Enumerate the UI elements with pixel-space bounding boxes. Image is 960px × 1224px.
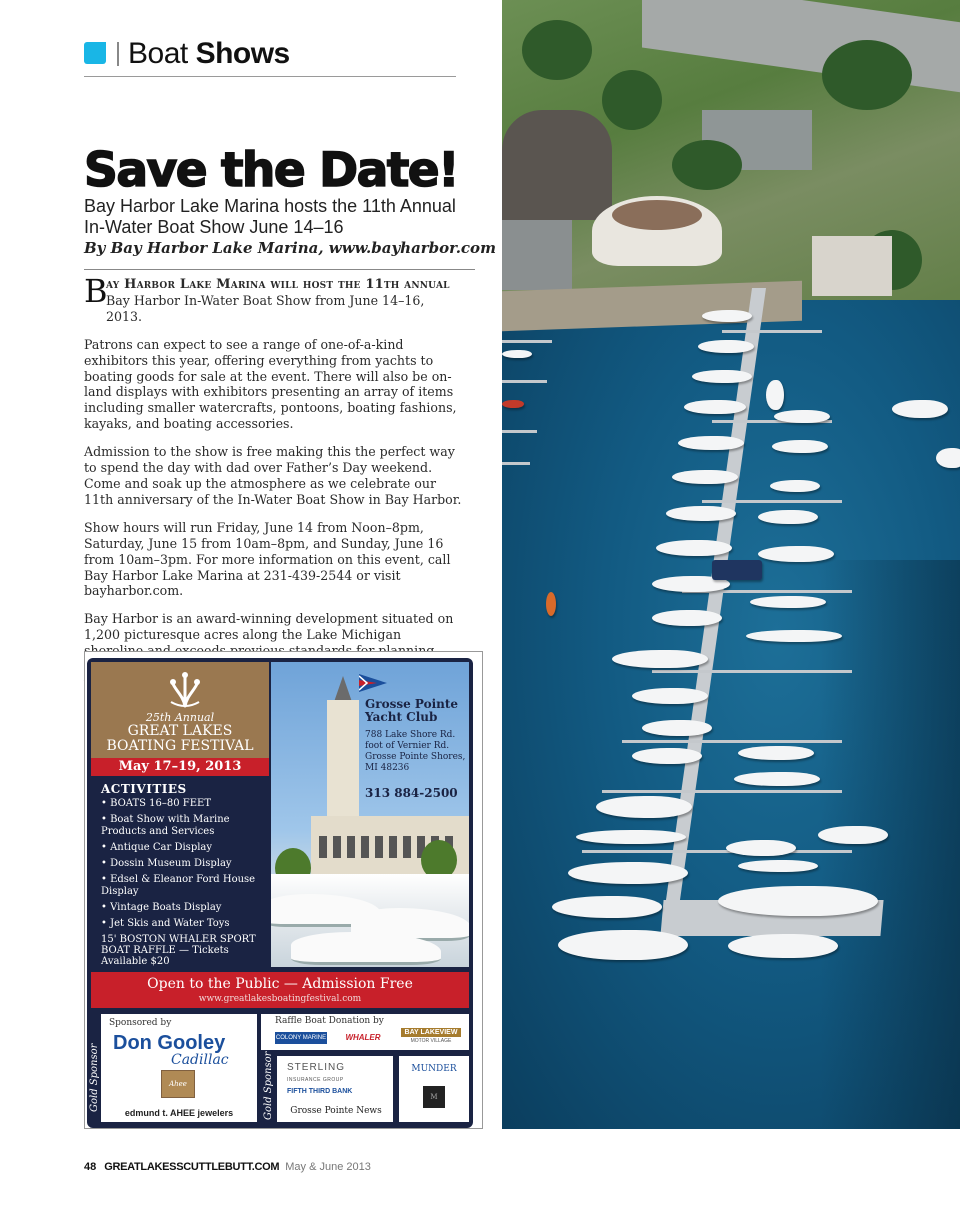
boat (758, 546, 834, 562)
boat (558, 930, 688, 960)
tree (522, 20, 592, 80)
hotel-building (502, 110, 612, 220)
list-item: • Vintage Boats Display (101, 902, 222, 913)
boat (772, 440, 828, 453)
finger-pier (722, 330, 822, 333)
boat (734, 772, 820, 786)
raffle-donation-label: Raffle Boat Donation by (275, 1016, 384, 1026)
sponsored-by-label: Sponsored by (109, 1018, 172, 1028)
paragraph: Show hours will run Friday, June 14 from Noon–8pm, Saturday, June 15 from 10am–8pm, and Sunday, June 16 from 10am–3pm. For more information on this event, call Bay Harbor Lake Marina at 231-439-2544 or visit bayharbor.com. (84, 519, 451, 599)
bay-lakeview-logo (401, 1028, 461, 1046)
boat (596, 796, 692, 818)
byline: By Bay Harbor Lake Marina, www.bayharbor.com (84, 239, 496, 257)
munder-logo: MUNDER (411, 1064, 457, 1074)
list-item: • Boat Show with Marine Products and Services (101, 814, 230, 837)
raffle-note: 15' BOSTON WHALER SPORT BOAT RAFFLE — Tickets Available $20 (101, 934, 256, 967)
list-item: • Edsel & Eleanor Ford House Display (101, 874, 256, 897)
sponsor-box-munder (399, 1056, 469, 1122)
club-name-line1: Grosse Pointe (365, 697, 459, 711)
ad-photo (271, 662, 469, 967)
page-footer (84, 1161, 371, 1173)
sponsor-box-gooley (101, 1014, 257, 1122)
ad-festival-line2: BOATING FESTIVAL (106, 738, 254, 754)
paragraph: Patrons can expect to see a range of one-of-a-kind exhibitors this year, offering everything from yachts to boating goods for sale at the event. There will also be on-land displays with exhibitors presenting an array of items including smaller watercrafts, pontoons, boating fashions, kayaks, and boating accessories. (84, 336, 457, 432)
boat (684, 400, 746, 414)
boat (758, 510, 818, 524)
boat (642, 720, 712, 736)
list-item: • Jet Skis and Water Toys (101, 918, 230, 929)
parking-lot (502, 210, 572, 290)
raffle-donation-box (261, 1014, 469, 1050)
colony-marine-text: COLONY MARINE (275, 1035, 327, 1041)
club-name (365, 698, 458, 724)
lead-rest: Bay Harbor In-Water Boat Show from June 14–16, 2013. (106, 292, 425, 324)
boat (698, 340, 754, 353)
headline: Save the Date! (84, 143, 459, 198)
activities-list (101, 798, 266, 934)
ahee-jewelers: edmund t. AHEE jewelers (124, 1108, 234, 1118)
boat (774, 410, 830, 423)
paragraph: Admission to the show is free making this the perfect way to spend the day with dad over Father’s Day weekend. Come and soak up the atmosphere as we celebrate our 11th anniversary of the In-Water Boat Show in Bay Harbor. (84, 444, 462, 507)
bay-lakeview-text: BAY LAKEVIEW (401, 1028, 461, 1037)
boat (632, 688, 708, 704)
ahee-logo-text: Ahee (169, 1080, 187, 1088)
boat (726, 840, 796, 856)
sterling-logo (287, 1062, 345, 1084)
gold-sponsor-label: Gold Sponsor (263, 1051, 274, 1120)
boat (546, 592, 556, 616)
boat (666, 506, 736, 521)
boat (632, 748, 702, 764)
clubhouse-roof (612, 200, 702, 230)
boat (750, 596, 826, 608)
issue-date: May & June 2013 (285, 1161, 371, 1173)
whaler-logo (335, 1032, 391, 1044)
list-item: • Antique Car Display (101, 842, 213, 853)
section-title (128, 37, 290, 71)
boat (568, 862, 688, 884)
boat (612, 650, 708, 668)
boat (678, 436, 744, 450)
festival-url: www.greatlakesboatingfestival.com (198, 994, 362, 1004)
club-name-line2: Yacht Club (365, 710, 438, 724)
boat (746, 630, 842, 642)
finger-pier (622, 740, 842, 743)
boat (738, 746, 814, 760)
boat (552, 896, 662, 918)
ad-festival-line1: GREAT LAKES (127, 723, 233, 739)
boat (502, 400, 524, 408)
boat (766, 380, 784, 410)
motor-village-text: MOTOR VILLAGE (410, 1038, 452, 1044)
site-name: GREATLAKESSCUTTLEBUTT.COM (104, 1161, 280, 1173)
tree (672, 140, 742, 190)
finger-pier (502, 380, 547, 383)
burgee-flag-icon (359, 674, 387, 692)
boat (770, 480, 820, 492)
ad-boats (271, 874, 469, 967)
list-item: • Dossin Museum Display (101, 858, 232, 869)
headline-rule (84, 269, 475, 270)
water-shadow (820, 560, 960, 1129)
list-item: • BOATS 16–80 FEET (101, 798, 212, 809)
boat (692, 370, 752, 383)
boat (576, 830, 686, 844)
finger-pier (502, 340, 552, 343)
article-body (84, 272, 462, 703)
sponsor-box-sterling (277, 1056, 393, 1122)
section-title-word1: Boat (128, 37, 188, 70)
boat (672, 470, 738, 484)
boat (652, 610, 722, 626)
cadillac-logo: Cadillac (171, 1052, 229, 1068)
section-title-word2: Shows (195, 37, 290, 70)
tree (602, 70, 662, 130)
finger-pier (502, 462, 530, 465)
section-square-icon (84, 42, 106, 64)
whaler-text: WHALER (345, 1033, 381, 1042)
boat (936, 448, 960, 468)
boat (502, 350, 532, 358)
page-number: 48 (84, 1161, 97, 1173)
club-address (365, 730, 465, 774)
festival-logo-icon (165, 670, 205, 710)
ad-festival-name (91, 724, 269, 754)
lead-paragraph (84, 272, 462, 325)
boat (728, 934, 838, 958)
boat (818, 826, 888, 844)
fifth-third-logo: FIFTH THIRD BANK (287, 1088, 353, 1095)
boat (892, 400, 948, 418)
house (812, 236, 892, 296)
address-line: Grosse Pointe Shores, (365, 752, 466, 762)
tower-spire (334, 676, 352, 702)
munder-mark-text: M (430, 1093, 438, 1101)
section-header (84, 38, 456, 77)
paragraph: Bay Harbor is an award-winning development situated on 1,200 picturesque acres along the Lake Michigan (84, 611, 454, 643)
boat (656, 540, 732, 556)
covered-slip (712, 560, 762, 580)
section-divider (117, 42, 119, 66)
gp-news-logo: Grosse Pointe News (290, 1106, 382, 1116)
colony-marine-logo (275, 1032, 327, 1044)
boat (718, 886, 878, 916)
boating-festival-ad (87, 658, 473, 1128)
admission-banner-text: Open to the Public — Admission Free (147, 976, 413, 992)
don-gooley-logo: Don Gooley (113, 1032, 226, 1054)
insurance-group-text: INSURANCE GROUP (287, 1077, 344, 1083)
lead-caps: ay Harbor Lake Marina will host the 11th annual (106, 277, 450, 292)
finger-pier (652, 670, 852, 673)
marina-aerial-photo (502, 0, 960, 1129)
ad-anniversary: 25th Annual (145, 711, 215, 724)
boat (738, 860, 818, 872)
ahee-logo (161, 1070, 195, 1098)
finger-pier (582, 850, 852, 853)
gold-sponsor-label: Gold Sponsor (89, 1043, 100, 1112)
drop-cap: B (84, 272, 108, 310)
address-line: 788 Lake Shore Rd. (365, 730, 456, 740)
address-line: MI 48236 (365, 763, 410, 773)
boat (702, 310, 752, 322)
finger-pier (502, 430, 537, 433)
munder-mark-icon (423, 1086, 445, 1108)
activities-title: ACTIVITIES (101, 782, 187, 796)
finger-pier (702, 500, 842, 503)
finger-pier (602, 790, 842, 793)
ad-dates: May 17–19, 2013 (91, 758, 269, 776)
address-line: foot of Vernier Rd. (365, 741, 450, 751)
deck: Bay Harbor Lake Marina hosts the 11th Annual In-Water Boat Show June 14–16 (84, 196, 456, 237)
tree (822, 40, 912, 110)
club-phone: 313 884-2500 (365, 786, 458, 800)
sterling-text: STERLING (287, 1062, 346, 1073)
